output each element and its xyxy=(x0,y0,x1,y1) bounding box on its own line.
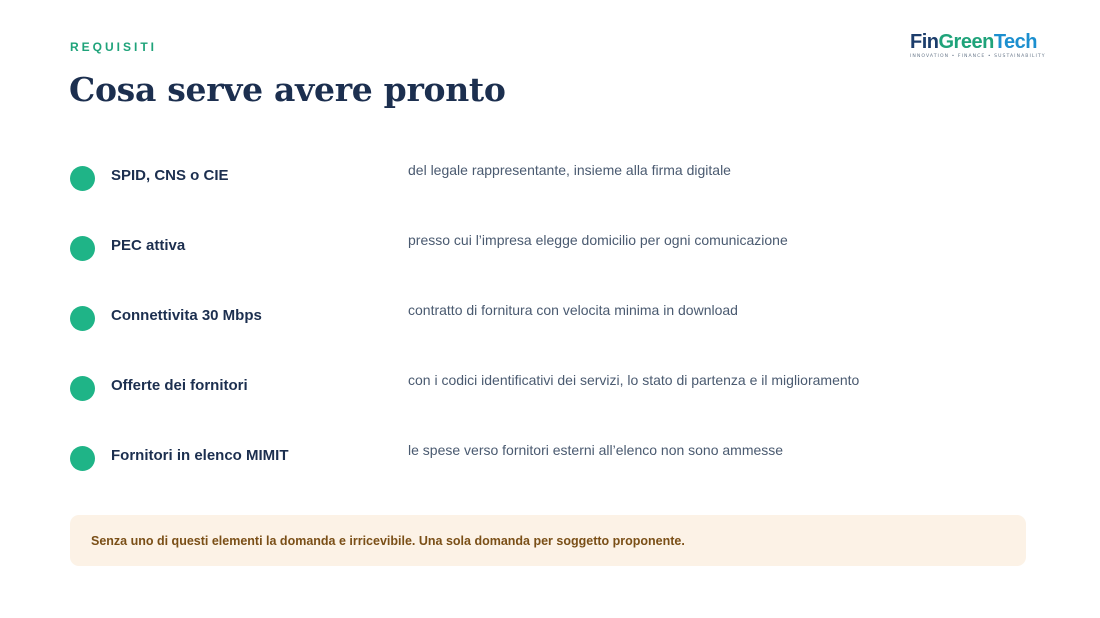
logo-word-fin: Fin xyxy=(910,31,939,53)
bullet-dot-icon xyxy=(70,446,95,471)
logo-wordmark xyxy=(910,31,1036,53)
bullet-dot-icon xyxy=(70,236,95,261)
requirement-item xyxy=(70,368,1030,438)
requirement-item xyxy=(70,298,1030,368)
brand-logo xyxy=(910,31,1046,59)
warning-note: Senza uno di questi elementi la domanda e irricevibile. Una sola domanda per soggetto proponente. xyxy=(70,515,1026,566)
bullet-dot-icon xyxy=(70,166,95,191)
bullet-dot-icon xyxy=(70,306,95,331)
requirement-description: le spese verso fornitori esterni all’elenco non sono ammesse xyxy=(408,442,784,458)
requirement-description: contratto di fornitura con velocita minima in download xyxy=(408,302,738,318)
requirement-item xyxy=(70,438,1030,508)
requirements-list xyxy=(70,158,1030,508)
bullet-dot-icon xyxy=(70,376,95,401)
logo-word-tech: Tech xyxy=(993,31,1038,53)
requirement-item xyxy=(70,228,1030,298)
requirement-label: Connettivita 30 Mbps xyxy=(111,307,262,324)
requirement-description: del legale rappresentante, insieme alla firma digitale xyxy=(408,162,731,178)
requirement-label: SPID, CNS o CIE xyxy=(111,167,229,184)
requirement-item xyxy=(70,158,1030,228)
logo-word-green: Green xyxy=(938,31,994,53)
section-eyebrow: REQUISITI xyxy=(70,40,158,54)
requirement-description: presso cui l’impresa elegge domicilio per ogni comunicazione xyxy=(408,232,788,248)
page-title: Cosa serve avere pronto xyxy=(69,70,506,109)
requirement-label: PEC attiva xyxy=(111,237,186,254)
logo-tagline: INNOVATION • FINANCE • SUSTAINABILITY xyxy=(910,54,1046,59)
requirement-label: Offerte dei fornitori xyxy=(111,377,248,394)
requirement-description: con i codici identificativi dei servizi, lo stato di partenza e il miglioramento xyxy=(408,372,860,388)
requirement-label: Fornitori in elenco MIMIT xyxy=(111,447,289,464)
